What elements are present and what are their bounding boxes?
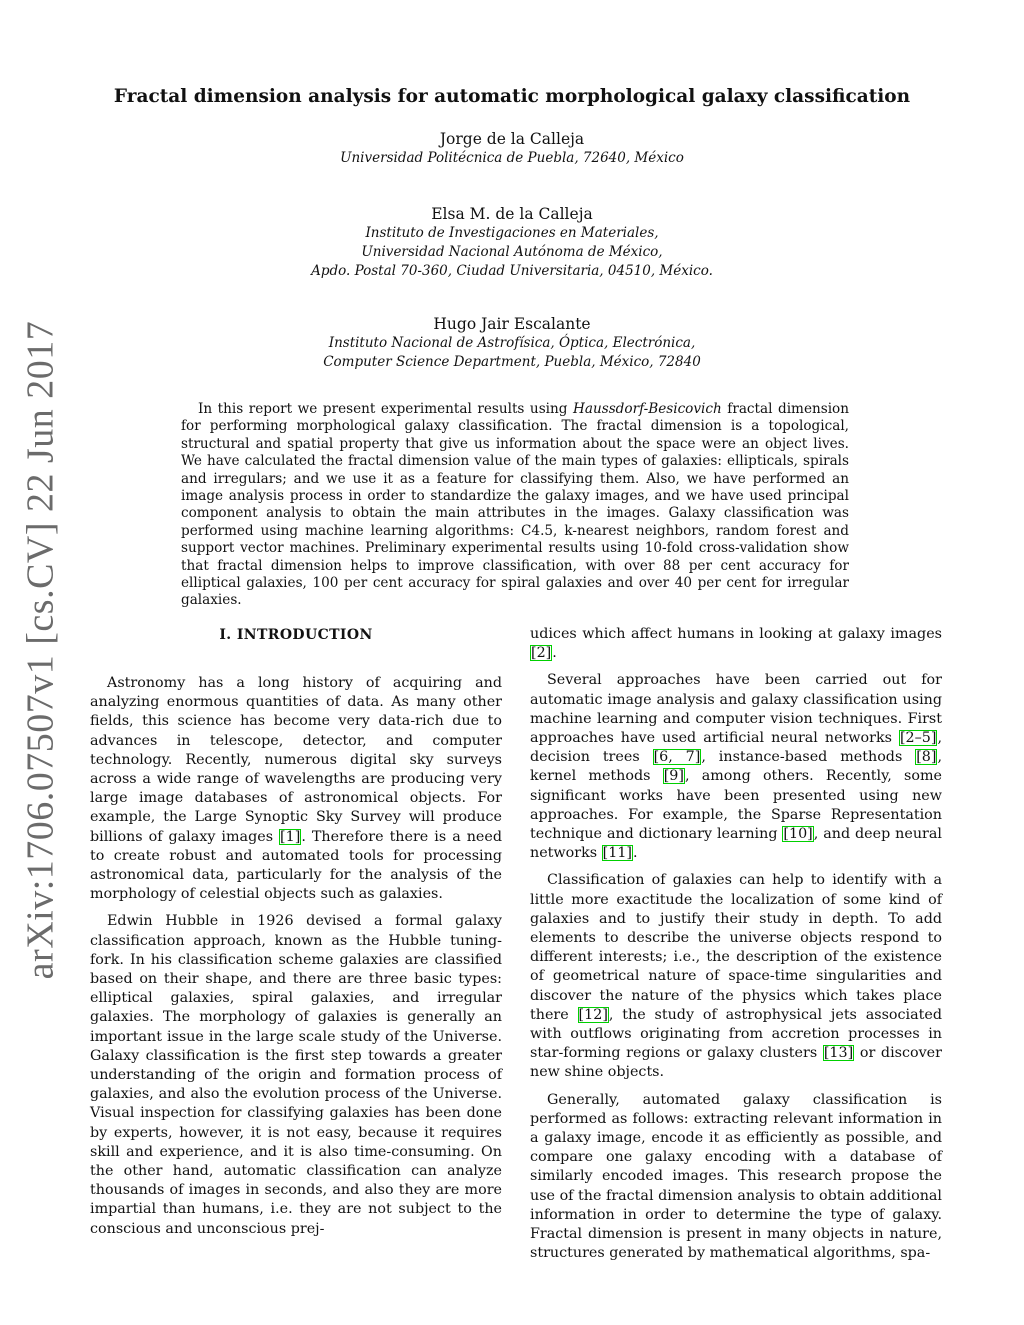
body-text: , the study of astrophysical jets associated with outflows originating from accretion processes in star-forming regions or galaxy clusters [530, 1006, 942, 1062]
abstract-emphasis: Haussdorf-Besicovich [573, 401, 722, 417]
author-name: Hugo Jair Escalante [433, 315, 591, 333]
citation-link[interactable]: [6, 7] [653, 749, 701, 766]
body-text: , instance-based methods [701, 749, 916, 766]
citation-link[interactable]: [8] [916, 749, 937, 766]
section-heading: I. INTRODUCTION [219, 627, 373, 643]
body-text: , and deep neural networks [530, 826, 942, 862]
citation-link[interactable]: [12] [578, 1006, 608, 1023]
author-block-2 [0, 204, 1024, 281]
arxiv-identifier: arXiv:1706.07507v1 [cs.CV] 22 Jun 2017 [19, 320, 61, 980]
paper-title: Fractal dimension analysis for automatic morphological galaxy classification [113, 86, 911, 107]
abstract [181, 401, 849, 610]
author-block-3 [0, 314, 1024, 372]
body-text: udices which affect humans in looking at galaxy images [530, 626, 942, 642]
left-column [90, 625, 502, 1247]
arxiv-sidebar [10, 320, 70, 980]
body-text: or discover new shine objects. [530, 1045, 942, 1081]
right-column [530, 625, 942, 1272]
paragraph [90, 912, 502, 1238]
paragraph [90, 674, 502, 904]
body-text: , decision trees [530, 730, 942, 766]
body-text: . [552, 645, 557, 662]
abstract-text: fractal dimension for performing morphological galaxy classification. The fractal dimension is a topological, structural and spatial property that give us information about the space were an object lives. We have calculated the fractal dimension value of the main types of galaxies: ellipticals, spirals and irregulars; and we use it as a feature for classifying them. Also, we have performed an image analysis process in order to standardize the galaxy images, and we have used principal component analysis to obtain the main attributes in the images. Galaxy classification was performed using machine learning algorithms: C4.5, k-nearest neighbors, random forest and support vector machines. Preliminary experimental results using 10-fold cross-validation show that fractal dimension helps to improve classification, with over 88 per cent accuracy for elliptical galaxies, 100 per cent accuracy for spiral galaxies and over 40 per cent for irregular galaxies. [181, 401, 850, 609]
paragraph [530, 671, 942, 863]
body-text: Classification of galaxies can help to identify with a little more exactitude the localization of some kind of galaxies and to justify their study in depth. To add elements to describe the universe objects respond to different interests; i.e., the description of the existence of geometrical nature of space-time singularities and discover the nature of the physics which takes place there [530, 872, 942, 1023]
abstract-text: In this report we present experimental results using [198, 401, 574, 417]
author-affiliation: Computer Science Department, Puebla, México, 72840 [323, 354, 701, 370]
body-text: Several approaches have been carried out for automatic image analysis and galaxy classification using machine learning and computer vision techniques. First approaches have used artificial neural networks [530, 672, 942, 747]
citation-link[interactable]: [2–5] [899, 730, 937, 747]
author-affiliation: Universidad Politécnica de Puebla, 72640, México [340, 150, 684, 166]
author-name: Elsa M. de la Calleja [431, 205, 593, 223]
body-text: , among others. Recently, some significant works have been presented using new approaches. For example, the Sparse Representation technique and dictionary learning [530, 768, 942, 843]
paragraph [530, 625, 942, 663]
body-text: Edwin Hubble in 1926 devised a formal galaxy classification approach, known as the Hubble tuning-fork. In his classification scheme galaxies are classified based on their shape, and there are three basic types: elliptical galaxies, spiral galaxies, and irregular galaxies. The morphology of galaxies is generally an important issue in the large scale study of the Universe. Galaxy classification is the first step towards a greater understanding of the origin and formation process of galaxies, and also the evolution process of the Universe. Visual inspection for classifying galaxies has been done by experts, however, it is not easy, because it requires skill and experience, and it is also time-consuming. On the other hand, automatic classification can analyze thousands of images in seconds, and also they are more impartial than humans, i.e. they are not subject to the conscious and unconscious prej- [90, 913, 502, 1237]
body-text: Generally, automated galaxy classification is performed as follows: extracting relevant information in a galaxy image, encode it as efficiently as possible, and compare one galaxy encoding with a database of similarly encoded images. This research propose the use of the fractal dimension analysis to obtain additional information in order to determine the type of galaxy. Fractal dimension is present in many objects in nature, structures generated by mathematical algorithms, spa- [530, 1091, 942, 1262]
author-affiliation: Instituto de Investigaciones en Materiales, [365, 225, 659, 241]
author-block-1 [0, 129, 1024, 168]
citation-link[interactable]: [10] [783, 826, 813, 843]
body-text: , kernel methods [530, 749, 942, 785]
paragraph [530, 1091, 942, 1264]
author-name: Jorge de la Calleja [439, 130, 585, 148]
paragraph [530, 871, 942, 1082]
citation-link[interactable]: [13] [823, 1045, 854, 1062]
author-affiliation: Instituto Nacional de Astrofísica, Óptica, Electrónica, [328, 335, 696, 351]
body-text: Astronomy has a long history of acquiring and analyzing enormous quantities of data. As many other fields, this science has become very data-rich due to advances in telescope, detector, and computer technology. Recently, numerous digital sky surveys across a wide range of wavelengths are producing very large image databases of astronomical objects. For example, the Large Synoptic Sky Survey will produce billions of galaxy images [90, 675, 502, 845]
body-text: . [633, 845, 638, 862]
citation-link[interactable]: [1] [280, 828, 301, 845]
citation-link[interactable]: [11] [602, 845, 632, 862]
author-affiliation: Universidad Nacional Autónoma de México, [361, 244, 663, 260]
author-affiliation: Apdo. Postal 70-360, Ciudad Universitaria, 04510, México. [311, 263, 713, 279]
citation-link[interactable]: [2] [531, 645, 552, 662]
body-text: . Therefore there is a need to create robust and automated tools for processing astronomical data, particularly for the analysis of the morphology of celestial objects such as galaxies. [90, 828, 503, 903]
citation-link[interactable]: [9] [663, 768, 684, 785]
